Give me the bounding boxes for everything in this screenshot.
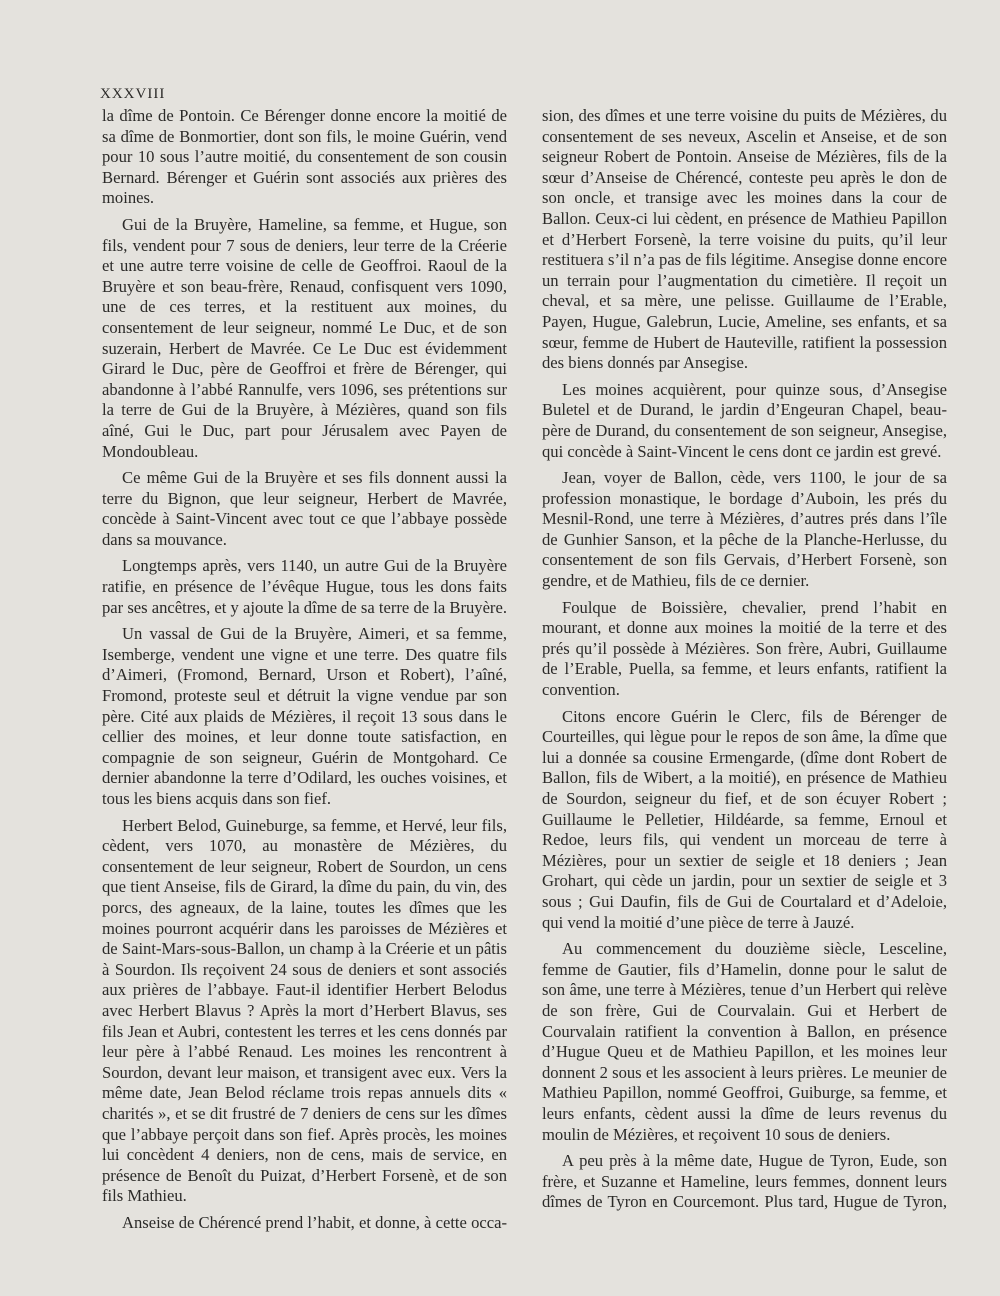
right-column <box>542 106 947 1219</box>
paragraph: la dîme de Pontoin. Ce Bérenger donne encore la moitié de sa dîme de Bonmortier, dont son fils, le moine Guérin, vend pour 10 sous l’autre moitié, du consentement de son cousin Bernard. Bérenger et Guérin sont associés aux prières des moines. <box>102 106 507 208</box>
paragraph: Longtemps après, vers 1140, un autre Gui de la Bruyère ratifie, en présence de l’évêque Hugue, tous les dons faits par ses ancêtres, et y ajoute la dîme de sa terre de la Bruyère. <box>102 556 507 617</box>
paragraph: Gui de la Bruyère, Hameline, sa femme, et Hugue, son fils, vendent pour 7 sous de deniers, leur terre de la Créerie et une autre terre voisine de celle de Geoffroi. Raoul de la Bruyère et son beau-frère, Renaud, confisquent vers 1090, une de ces terres, et la restituent aux moines, du consentement de leur seigneur, nommé Le Duc, et de son suzerain, Herbert de Mavrée. Ce Le Duc est évidemment Girard le Duc, père de Geoffroi et frère de Bérenger, qui abandonne à l’abbé Rannulfe, vers 1096, ses prétentions sur la terre de Gui de la Bruyère, à Mézières, quand son fils aîné, Gui le Duc, part pour Jérusalem avec Payen de Mondoubleau. <box>102 214 507 461</box>
paragraph: sion, des dîmes et une terre voisine du puits de Mézières, du consentement de ses neveux, Ascelin et Anseise, et de son seigneur Robert de Pontoin. Anseise de Mézières, fils de la sœur d’Anseise de Chérencé, conteste peu après le don de son oncle, et transige avec les moines dans la cour de Ballon. Ceux-ci lui cèdent, en présence de Mathieu Papillon et d’Herbert Forsenè, la terre voisine du puits, qu’il leur restituera s’il n’a pas de fils légitime. Ansegise donne encore un terrain pour l’augmentation du cimetière. Il reçoit un cheval, et sa mère, une pelisse. Guillaume de l’Erable, Payen, Hugue, Galebrun, Lucie, Ameline, ses enfants, et sa sœur, femme de Hubert de Hauteville, ratifient la possession des biens donnés par Ansegise. <box>542 106 947 373</box>
paragraph: Jean, voyer de Ballon, cède, vers 1100, le jour de sa profession monastique, le bordage d’Auboin, les prés du Mesnil-Rond, une terre à Mézières, d’autres prés dans l’île de Gunhier Sanson, et la pêche de la Planche-Herlusse, du consentement de son fils Gervais, d’Herbert Forsenè, son gendre, et de Mathieu, fils de ce dernier. <box>542 468 947 591</box>
paragraph: Citons encore Guérin le Clerc, fils de Bérenger de Courteilles, qui lègue pour le repos de son âme, la dîme que lui a donnée sa cousine Ermengarde, (dîme dont Robert de Ballon, fils de Wibert, a la moitié), en présence de Mathieu de Sourdon, seigneur du fief, et de son écuyer Robert ; Guillaume le Pelletier, Hildéarde, sa femme, Ernoul et Redoe, leurs fils, qui vendent un morceau de terre à Mézières, pour un sextier de seigle et 18 deniers ; Jean Grohart, qui cède un jardin, pour un sextier de seigle et 3 sous ; Gui Daufin, fils de Gui de Courtalard et d’Adeloie, qui vend la moitié d’une pièce de terre à Jauzé. <box>542 706 947 932</box>
paragraph: Ce même Gui de la Bruyère et ses fils donnent aussi la terre du Bignon, que leur seigneur, Herbert de Mavrée, concède à Saint-Vincent avec tout ce que l’abbaye possède dans sa mouvance. <box>102 468 507 549</box>
paragraph: Un vassal de Gui de la Bruyère, Aimeri, et sa femme, Isemberge, vendent une vigne et une terre. Des quatre fils d’Aimeri, (Fromond, Bernard, Urson et Robert), l’aîné, Fromond, proteste seul et détruit la vigne vendue par son père. Cité aux plaids de Mézières, il reçoit 13 sous dans le cellier des moines, et leur donne toute satisfaction, en compagnie de son seigneur, Guérin de Montgohard. Ce dernier abandonne la terre d’Odilard, les ouches voisines, et tous les biens acquis dans son fief. <box>102 624 507 808</box>
page-number: XXXVIII <box>100 86 166 102</box>
paragraph: Au commencement du douzième siècle, Lesceline, femme de Gautier, fils d’Hamelin, donne pour le salut de son âme, une terre à Mézières, tenue d’un Herbert qui relève de son frère, Gui de Courvalain. Gui et Herbert de Courvalain ratifient la convention à Ballon, en présence d’Hugue Queu et de Mathieu Papillon, et les moines leur donnent 2 sous et les associent à leurs prières. Le meunier de Mathieu Papillon, nommé Geoffroi, Guiburge, sa femme, et leurs enfants, cèdent aussi la dîme de leurs revenus du moulin de Mézières, et reçoivent 10 sous de deniers. <box>542 939 947 1144</box>
paragraph: Anseise de Chérencé prend l’habit, et donne, à cette occa- <box>122 1212 507 1232</box>
paragraph: Herbert Belod, Guineburge, sa femme, et Hervé, leur fils, cèdent, vers 1070, au monastère de Mézières, du consentement de leur seigneur, Robert de Sourdon, un cens que tient Anseise, fils de Girard, la dîme du pain, du vin, des porcs, des agneaux, de la laine, toutes les dîmes que les moines pourront acquérir dans les paroisses de Mézières et de Saint-Mars-sous-Ballon, un champ à la Créerie et un pâtis à Sourdon. Ils reçoivent 24 sous de deniers et sont associés aux prières de l’abbaye. Faut-il identifier Herbert Belodus avec Herbert Blavus ? Après la mort d’Herbert Blavus, ses fils Jean et Aubri, contestent les terres et les cens donnés par leur père à l’abbé Renaud. Les moines les rencontrent à Sourdon, devant leur maison, et transigent avec eux. Vers la même date, Jean Belod réclame trois repas annuels dits « charités », et se dit frustré de 7 deniers de cens sur les dîmes que l’abbaye perçoit dans son fief. Après procès, les moines lui concèdent 4 deniers, non de cens, mais de service, en présence de Benoît du Puizat, d’Herbert Forsenè, et de son fils Mathieu. <box>102 815 507 1206</box>
paragraph: A peu près à la même date, Hugue de Tyron, Eude, son frère, et Suzanne et Hameline, leurs femmes, donnent leurs dîmes de Tyron en Courcemont. Plus tard, Hugue de Tyron, <box>542 1151 947 1212</box>
paragraph: Les moines acquièrent, pour quinze sous, d’Ansegise Buletel et de Durand, le jardin d’Engeuran Chapel, beau-père de Durand, du consentement de son seigneur, Ansegise, qui concède à Saint-Vincent le cens dont ce jardin est grevé. <box>542 379 947 461</box>
left-column <box>102 106 507 1239</box>
paragraph: Foulque de Boissière, chevalier, prend l’habit en mourant, et donne aux moines la moitié de la terre et des prés qu’il possède à Mézières. Son frère, Aubri, Guillaume de l’Erable, Puella, sa femme, et leurs enfants, ratifient la convention. <box>542 597 947 700</box>
